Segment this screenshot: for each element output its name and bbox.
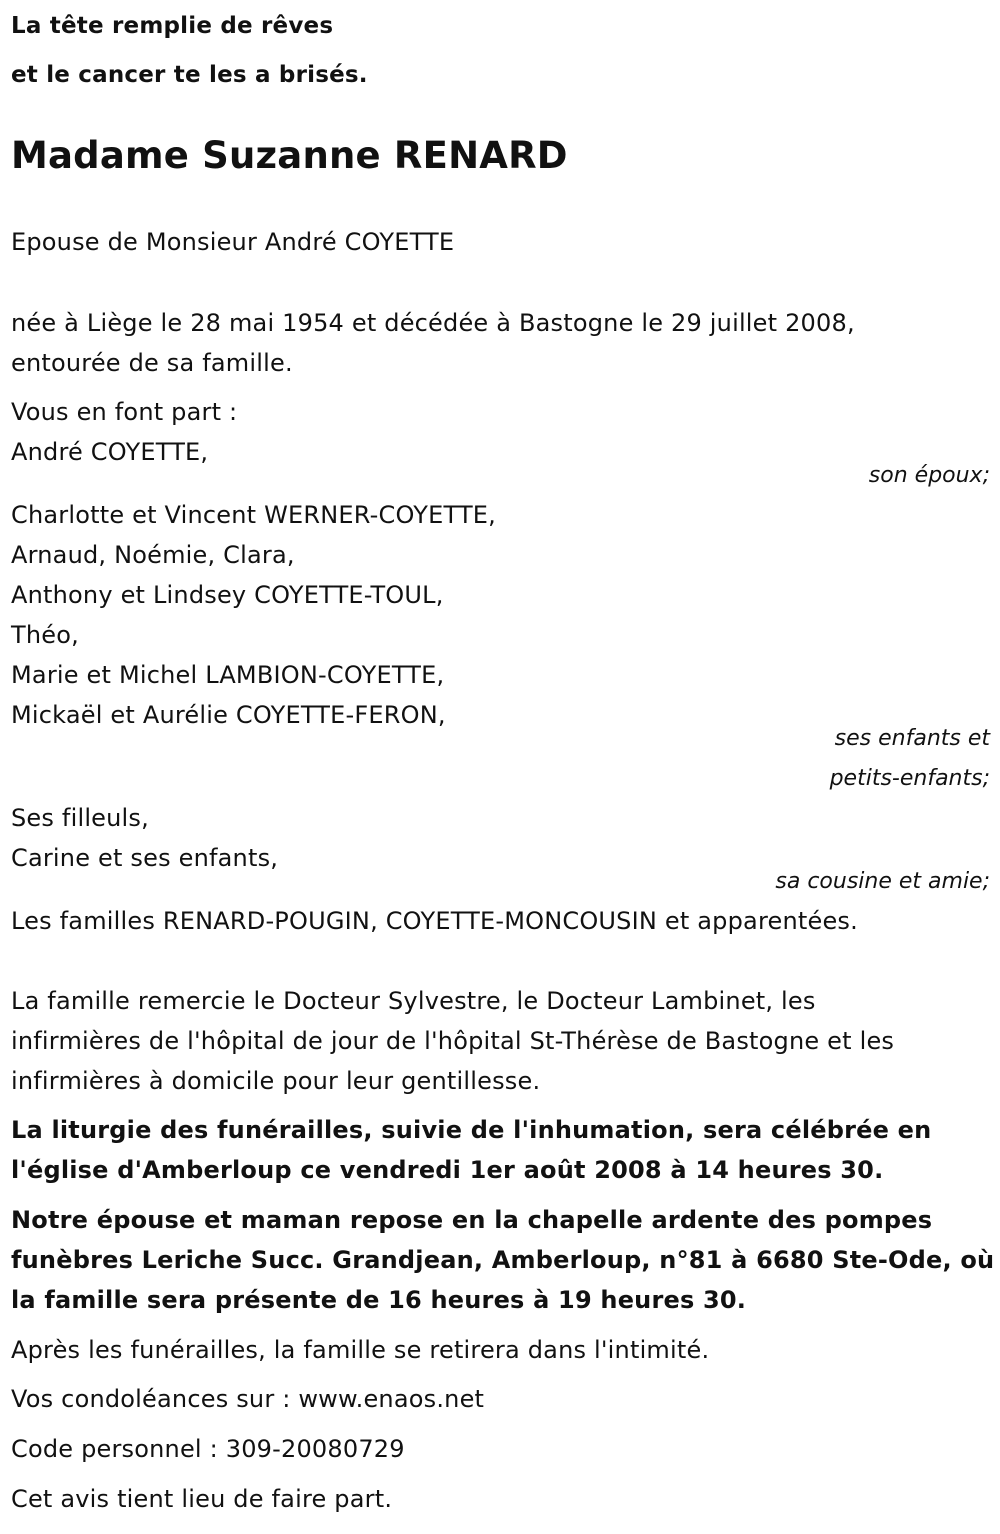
thanks-line-3: infirmières à domicile pour leur gentillesse. [11, 1067, 541, 1095]
funeral-line-2: l'église d'Amberloup ce vendredi 1er août 2008 à 14 heures 30. [11, 1156, 884, 1184]
viewing-line-2: funèbres Leriche Succ. Grandjean, Amberloup, n°81 à 6680 Ste-Ode, où [11, 1246, 995, 1274]
cousin-relation: sa cousine et amie; [775, 869, 990, 894]
funeral-line-1: La liturgie des funérailles, suivie de l'inhumation, sera célébrée en [11, 1116, 932, 1144]
cousin-name: Carine et ses enfants, [11, 844, 279, 872]
child-family-line-3: Anthony et Lindsey COYETTE-TOUL, [11, 581, 444, 609]
related-families: Les familles RENARD-POUGIN, COYETTE-MONCOUSIN et apparentées. [11, 907, 858, 935]
children-relation-line-1: ses enfants et [834, 726, 990, 751]
child-family-line-2: Arnaud, Noémie, Clara, [11, 541, 295, 569]
husband-relation: son époux; [868, 463, 990, 488]
thanks-line-2: infirmières de l'hôpital de jour de l'hôpital St-Thérèse de Bastogne et les [11, 1027, 895, 1055]
child-family-line-5: Marie et Michel LAMBION-COYETTE, [11, 661, 445, 689]
personal-code-line: Code personnel : 309-20080729 [11, 1435, 405, 1463]
epigraph-line-2: et le cancer te les a brisés. [11, 62, 368, 88]
husband-name: André COYETTE, [11, 438, 209, 466]
birth-death-line-1: née à Liège le 28 mai 1954 et décédée à Bastogne le 29 juillet 2008, [11, 309, 855, 337]
epigraph-line-1: La tête remplie de rêves [11, 13, 334, 39]
child-family-line-4: Théo, [11, 621, 79, 649]
announcement-intro: Vous en font part : [11, 398, 238, 426]
spouse-line: Epouse de Monsieur André COYETTE [11, 228, 455, 256]
viewing-line-1: Notre épouse et maman repose en la chapelle ardente des pompes [11, 1206, 933, 1234]
after-funeral-line: Après les funérailles, la famille se retirera dans l'intimité. [11, 1336, 710, 1364]
notice-line: Cet avis tient lieu de faire part. [11, 1485, 393, 1513]
child-family-line-6: Mickaël et Aurélie COYETTE-FERON, [11, 701, 446, 729]
viewing-line-3: la famille sera présente de 16 heures à 19 heures 30. [11, 1286, 747, 1314]
page-title: Madame Suzanne RENARD [11, 134, 568, 177]
condolences-line: Vos condoléances sur : www.enaos.net [11, 1385, 485, 1413]
child-family-line-1: Charlotte et Vincent WERNER-COYETTE, [11, 501, 496, 529]
birth-death-line-2: entourée de sa famille. [11, 349, 293, 377]
children-relation-line-2: petits-enfants; [829, 766, 990, 791]
thanks-line-1: La famille remercie le Docteur Sylvestre, le Docteur Lambinet, les [11, 987, 816, 1015]
godchildren-line: Ses filleuls, [11, 804, 149, 832]
